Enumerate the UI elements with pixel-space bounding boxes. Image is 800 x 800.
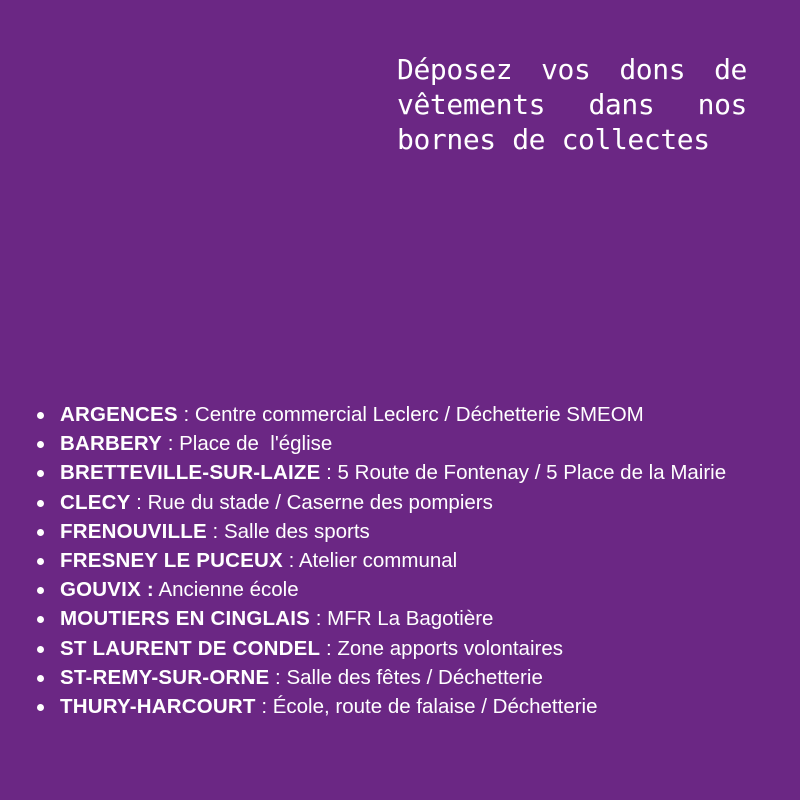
town-name: CLECY [60,490,131,514]
list-item [60,634,770,663]
town-name: ST LAURENT DE CONDEL [60,636,321,660]
list-item [60,517,770,546]
bullet-icon [37,412,44,419]
list-item [60,575,770,604]
bullet-icon [37,470,44,477]
list-item [60,488,770,517]
place-name: Zone apports volontaires [337,636,563,660]
list-item [60,400,770,429]
headline [397,52,747,157]
bullet-icon [37,558,44,565]
headline-line-1: Déposez vos dons de [397,53,747,86]
separator: : [282,549,299,573]
bullet-icon [37,500,44,507]
place-name: Rue du stade / Caserne des pompiers [147,490,493,514]
place-name: Centre commercial Leclerc / Déchetterie SMEOM [194,403,644,426]
list-item [60,429,770,458]
headline-line-2: vêtements dans nos [397,88,747,121]
place-name: Ancienne école [158,578,299,602]
bullet-icon [37,441,44,448]
town-name: ARGENCES [60,403,178,426]
bullet-icon [37,616,44,623]
list-item [60,663,770,692]
separator: : [162,432,180,456]
separator: : [255,695,273,719]
separator: : [320,636,338,660]
bullet-icon [37,704,44,711]
town-name: FRESNEY LE PUCEUX [60,549,283,573]
separator: : [310,607,328,631]
list-item [60,458,770,487]
town-name: MOUTIERS EN CINGLAIS [60,607,311,631]
separator: : [177,403,195,426]
list-item [60,692,770,721]
town-name: GOUVIX : [60,578,154,602]
town-name: FRENOUVILLE [60,519,207,543]
place-name: École, route de falaise / Déchetterie [272,695,598,719]
place-name: Place de l'église [179,432,333,456]
place-name: Salle des sports [223,519,370,543]
list-item [60,546,770,575]
separator: : [269,665,287,689]
town-name: BARBERY [60,432,163,456]
bullet-icon [37,675,44,682]
separator: : [206,519,224,543]
bullet-icon [37,646,44,653]
town-name: BRETTEVILLE-SUR-LAIZE [60,461,321,485]
place-name: 5 Route de Fontenay / 5 Place de la Mairie [337,461,727,485]
place-name: MFR La Bagotière [327,607,494,631]
bullet-icon [37,529,44,536]
bullet-icon [37,587,44,594]
list-item [60,604,770,633]
collection-points-list [60,400,770,721]
place-name: Salle des fêtes / Déchetterie [286,665,543,689]
town-name: ST-REMY-SUR-ORNE [60,665,270,689]
headline-line-3: bornes de collectes [397,123,710,156]
town-name: THURY-HARCOURT [60,695,256,719]
separator: : [320,461,338,485]
separator: : [130,490,148,514]
place-name: Atelier communal [298,549,458,573]
